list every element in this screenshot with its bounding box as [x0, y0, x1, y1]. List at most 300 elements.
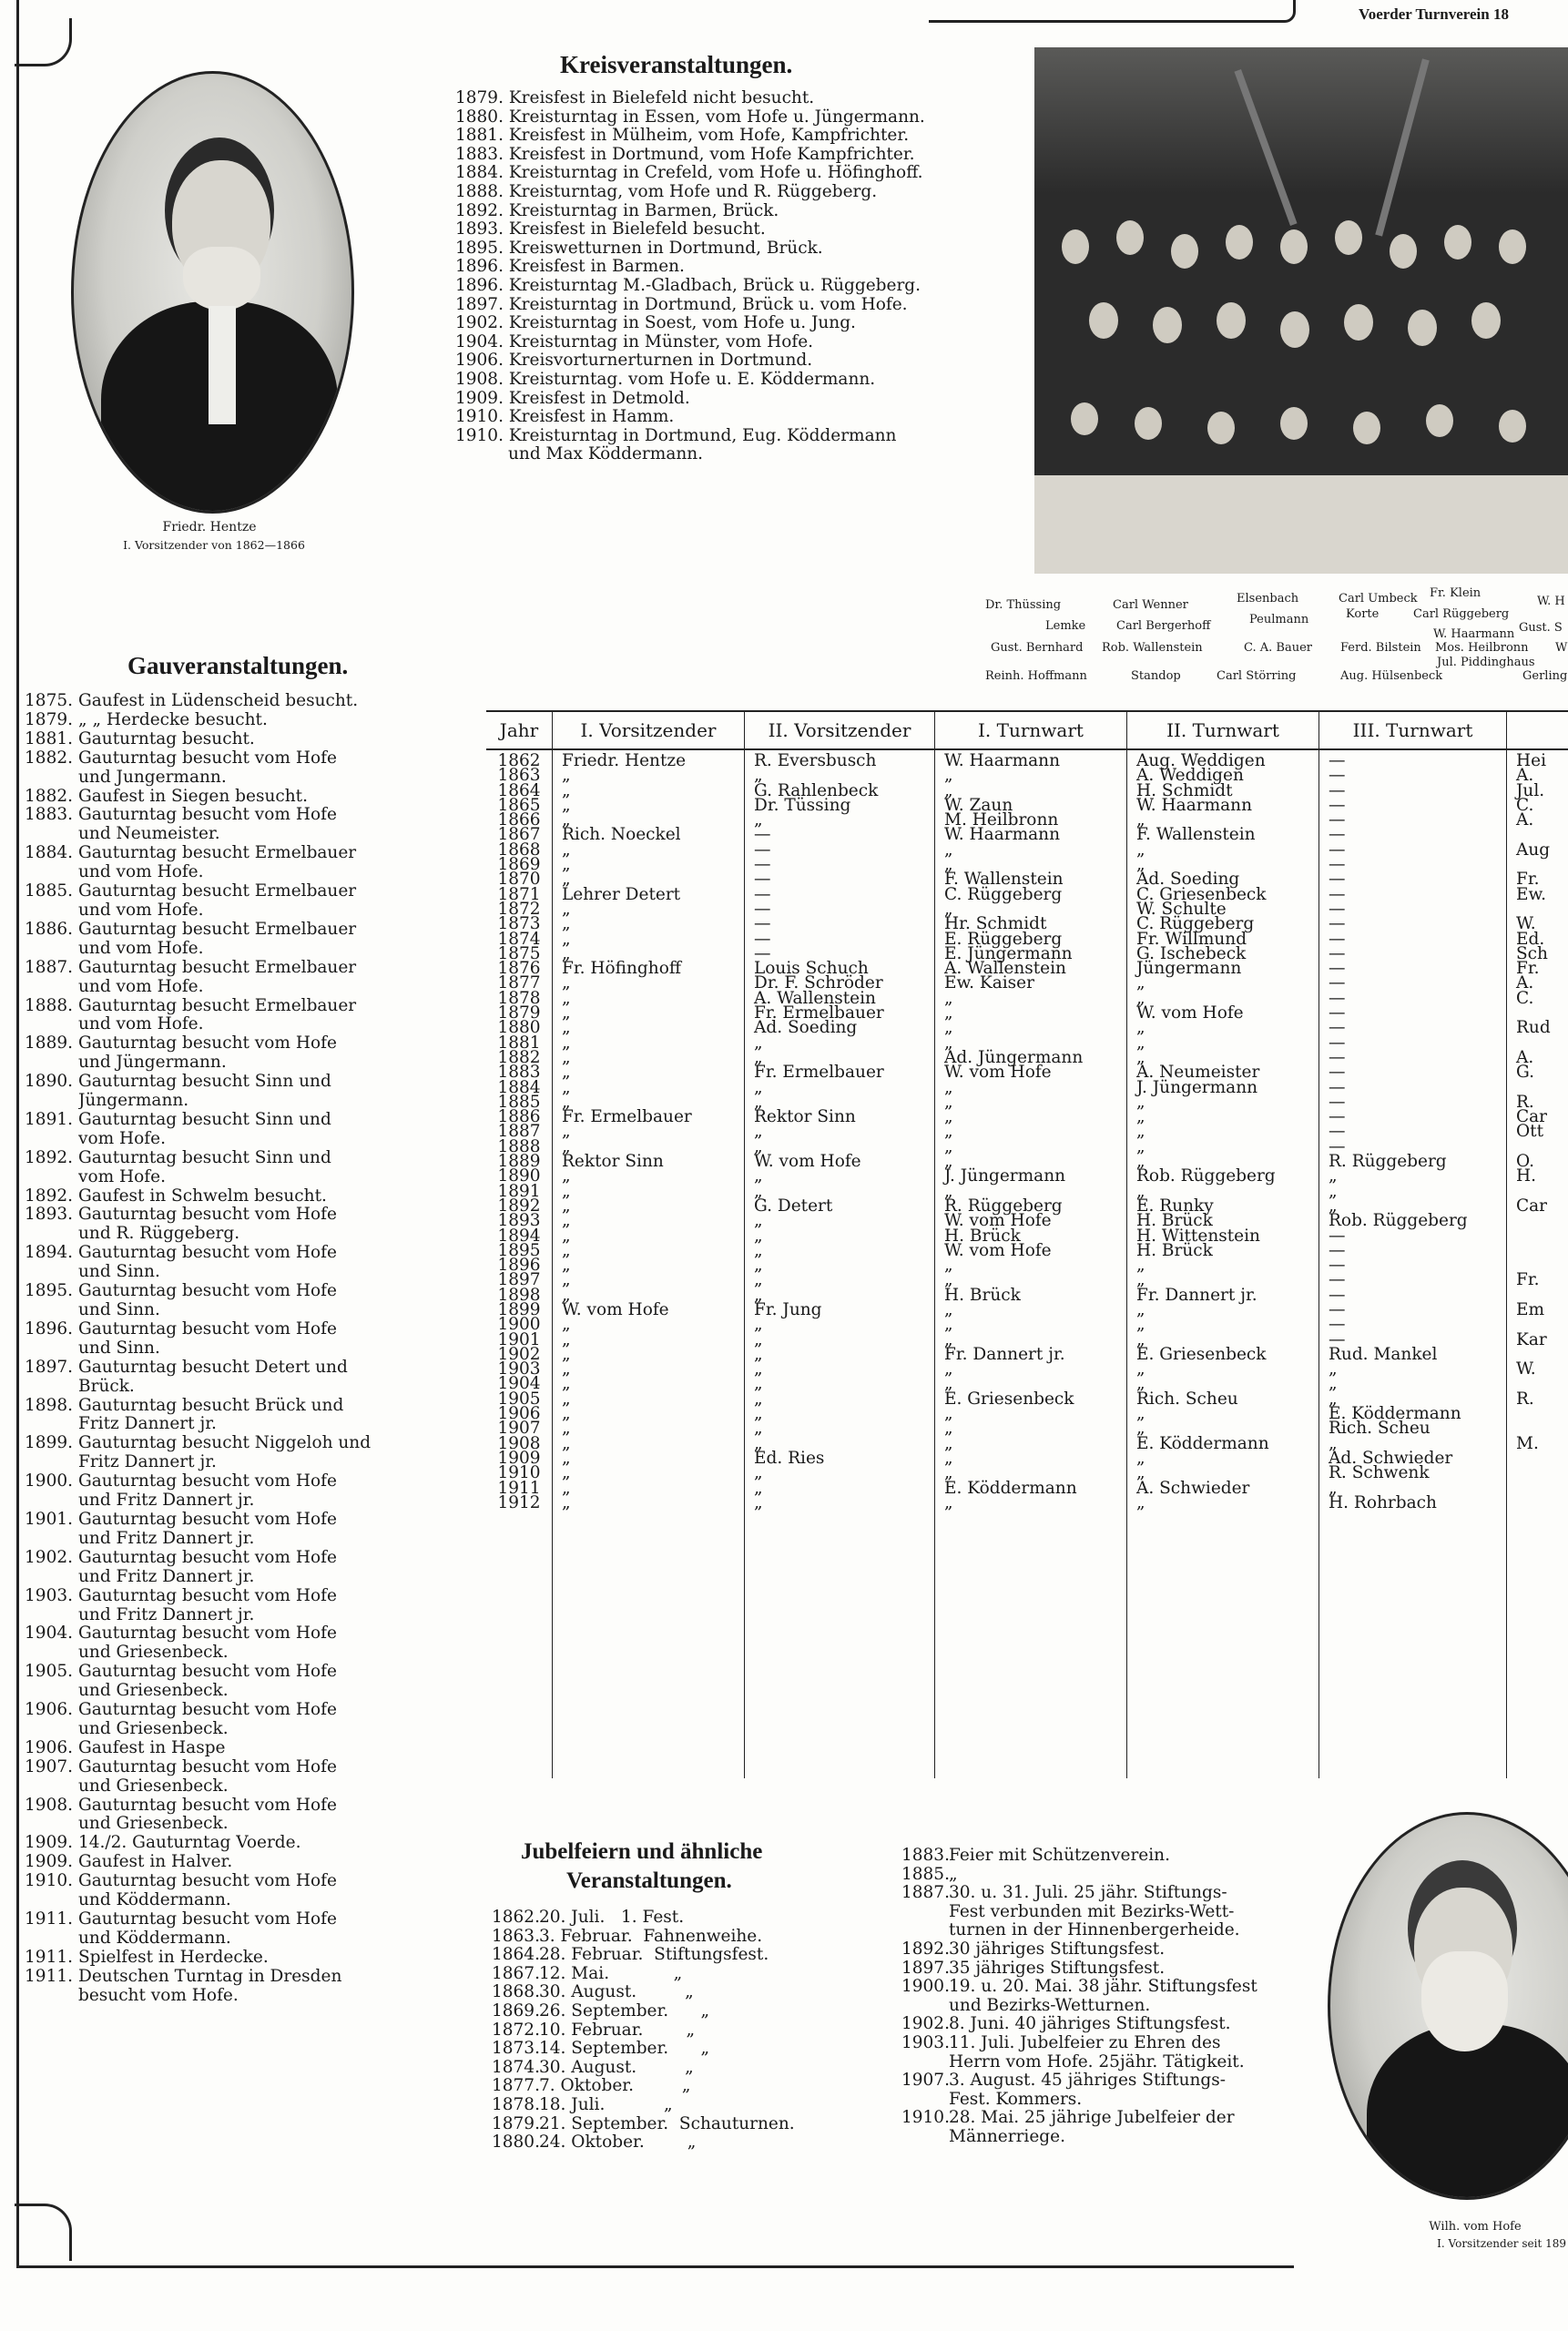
- entry-text: Gauturntag besucht Ermelbauer: [78, 882, 357, 901]
- entry-year: 1899.: [25, 1433, 73, 1453]
- entry-text: Brück.: [78, 1377, 135, 1396]
- portrait-hentze-name: Friedr. Hentze: [162, 520, 257, 534]
- list-item: [16, 1073, 431, 1092]
- list-item: [16, 1968, 431, 1987]
- entry-text: Männerriege.: [949, 2126, 1065, 2146]
- list-item: [901, 2053, 1284, 2072]
- entry-year: [16, 825, 78, 844]
- photo-name: Peulmann: [1249, 613, 1309, 626]
- photo-name: Carl Bergerhoff: [1116, 619, 1211, 633]
- list-item: 1896. Kreisfest in Barmen.: [455, 257, 685, 277]
- photo-name: Gust. Bernhard: [991, 641, 1084, 655]
- entry-text: besucht vom Hofe.: [78, 1986, 239, 2005]
- photo-name: Fr. Klein: [1430, 586, 1481, 600]
- entry-text: Gaufest in Siegen besucht.: [78, 787, 308, 806]
- entry-text: Gauturntag besucht Niggeloh und: [78, 1434, 372, 1453]
- list-item: [16, 749, 431, 769]
- list-item: [16, 901, 431, 921]
- entry-text: Gauturntag besucht vom Hofe: [78, 1206, 337, 1225]
- entry-year: 1905.: [25, 1662, 73, 1682]
- jubel-title-line2: Veranstaltungen.: [566, 1868, 732, 1893]
- entry-year: [901, 2091, 949, 2110]
- portrait-hentze: [71, 71, 354, 514]
- gau-title: Gauveranstaltungen.: [127, 652, 349, 679]
- entry-year: [901, 1903, 949, 1922]
- entry-year: 1902.: [901, 2014, 950, 2034]
- list-item: [492, 1983, 856, 2002]
- jubel-left-list: [492, 1909, 856, 2153]
- entry-text: 21. September. Schauturnen.: [539, 2113, 795, 2133]
- list-item: [16, 1187, 431, 1206]
- entry-text: 19. u. 20. Mai. 38 jähr. Stiftungsfest: [949, 1977, 1257, 1997]
- list-item: [16, 959, 431, 978]
- list-item: [901, 1940, 1284, 1959]
- entry-text: und Griesenbeck.: [78, 1682, 229, 1701]
- entry-text: 20. Juli. 1. Fest.: [539, 1908, 685, 1927]
- entry-text: Gauturntag besucht Ermelbauer: [78, 920, 357, 939]
- entry-year: 1881.: [25, 728, 73, 748]
- entry-year: 1904.: [25, 1624, 73, 1644]
- photo-name: Carl Umbeck: [1339, 592, 1418, 606]
- turnwart-1-cell: W. Haarmann „ „ W. Zaun M. Heilbronn W. Haarmann „ „ F. Wallenstein C. Rüggeberg „ Hr. Schmidt E. Rüggeberg E. Jüngermann A. Wallenstein Ew. Kaiser „ „ „ „ Ad. Jüngermann W. vom Hofe „ „ „ „ „ „ J. Jüngermann „ R. Rüggeberg W. vom Hofe H. Brück W. vom Hofe „ „ H. Brück „ „ „ Fr. Dannert jr. „ „ E. Griesenbeck „ „ „ „ „ E. Köddermann „: [935, 749, 1127, 1778]
- entry-year: 1911.: [25, 1909, 73, 1929]
- entry-text: und vom Hofe.: [78, 1015, 204, 1034]
- photo-name: Carl Rüggeberg: [1413, 607, 1510, 621]
- list-item: [16, 1663, 431, 1682]
- entry-year: [16, 1339, 78, 1359]
- photo-name: Rob. Wallenstein: [1102, 641, 1203, 655]
- list-item: [16, 863, 431, 882]
- entry-year: [16, 1644, 78, 1663]
- list-item: [16, 1701, 431, 1720]
- entry-year: [16, 1530, 78, 1549]
- entry-text: Gauturntag besucht vom Hofe: [78, 1910, 337, 1929]
- list-item: [492, 2077, 856, 2096]
- entry-year: 1892.: [901, 1939, 950, 1959]
- entry-year: [16, 769, 78, 788]
- entry-text: und Sinn.: [78, 1339, 160, 1358]
- list-item: [901, 1847, 1284, 1866]
- entry-year: 1898.: [25, 1395, 73, 1415]
- entry-year: 1889.: [25, 1033, 73, 1054]
- portrait-vom-hofe-name: Wilh. vom Hofe: [1429, 2220, 1522, 2234]
- photo-name: W. H: [1537, 595, 1565, 608]
- list-item: [16, 1758, 431, 1777]
- entry-text: 3. August. 45 jähriges Stiftungs-: [949, 2071, 1227, 2091]
- list-item: [16, 1739, 431, 1758]
- entry-year: [16, 1225, 78, 1244]
- list-item: [16, 825, 431, 844]
- list-item: [16, 1111, 431, 1130]
- entry-year: [16, 1777, 78, 1797]
- entry-year: [16, 1929, 78, 1949]
- entry-text: 28. Mai. 25 jährige Jubelfeier der: [949, 2108, 1235, 2128]
- entry-year: 1868.: [492, 1982, 540, 2002]
- entry-year: [16, 1054, 78, 1073]
- entry-text: Fest verbunden mit Bezirks-Wett-: [949, 1901, 1235, 1921]
- list-item: [16, 1301, 431, 1320]
- entry-year: 1902.: [25, 1547, 73, 1567]
- entry-text: und Sinn.: [78, 1301, 160, 1319]
- entry-text: Gauturntag besucht Brück und: [78, 1396, 344, 1415]
- photo-name: Jul. Piddinghaus: [1437, 656, 1535, 669]
- extra-cell: Hei A. Jul. C. A. Aug Fr. Ew. W. Ed. Sch Fr. A. C. Rud A. G. R. Car Ott O. H. Car Fr. Em Kar W. R. M.: [1516, 751, 1551, 1453]
- list-item: [16, 1549, 431, 1568]
- list-item: [16, 1359, 431, 1378]
- list-item: [16, 1815, 431, 1834]
- entry-text: Gaufest in Halver.: [78, 1853, 233, 1872]
- entry-year: 1883.: [901, 1846, 950, 1865]
- entry-text: vom Hofe.: [78, 1167, 166, 1186]
- entry-year: [16, 1682, 78, 1701]
- entry-text: Gaufest in Lüdenscheid besucht.: [78, 692, 359, 710]
- list-item: [16, 1415, 431, 1434]
- entry-text: und R. Rüggeberg.: [78, 1225, 240, 1244]
- entry-year: 1888.: [25, 995, 73, 1015]
- entry-text: und vom Hofe.: [78, 863, 204, 882]
- list-item: [16, 711, 431, 730]
- list-item: [492, 2096, 856, 2115]
- entry-text: Spielfest in Herdecke.: [78, 1948, 269, 1967]
- list-item: [16, 1777, 431, 1797]
- vorsitzender-1-cell: Friedr. Hentze „ „ „ „ Rich. Noeckel „ „ „ Lehrer Detert „ „ „ „ Fr. Höfinghoff „ „ „ „ „ „ „ „ „ Fr. Ermelbauer „ „ Rektor Sinn „ „ „ „ „ „ „ „ „ W. vom Hofe „ „ „ „ „ „ „ „ „ „ „ „ „: [553, 749, 745, 1778]
- entry-text: turnen in der Hinnenbergerheide.: [949, 1920, 1240, 1940]
- entry-text: Gauturntag besucht vom Hofe: [78, 1282, 337, 1301]
- entry-year: 1885.: [25, 881, 73, 901]
- list-item: 1879. Kreisfest in Bielefeld nicht besucht.: [455, 88, 815, 107]
- entry-text: Gauturntag besucht vom Hofe: [78, 1244, 337, 1263]
- list-item: [16, 1225, 431, 1244]
- list-item: 1884. Kreisturntag in Crefeld, vom Hofe u. Höfinghoff.: [455, 163, 923, 183]
- list-item: [901, 2091, 1284, 2110]
- list-item: [492, 2002, 856, 2021]
- entry-year: 1863.: [492, 1926, 540, 1946]
- list-item: [901, 1866, 1284, 1885]
- list-item: 1896. Kreisturntag M.-Gladbach, Brück u. Rüggeberg.: [455, 275, 921, 295]
- list-item: [16, 1244, 431, 1263]
- entry-text: Gauturntag besucht vom Hofe: [78, 1757, 337, 1776]
- entry-text: Fest. Kommers.: [949, 2089, 1083, 2109]
- entry-text: Gaufest in Schwelm besucht.: [78, 1186, 327, 1206]
- entry-year: 1900.: [901, 1977, 950, 1997]
- entry-year: [16, 863, 78, 882]
- photo-name: Gerling: [1522, 669, 1568, 683]
- photo-name: Ferd. Bilstein: [1340, 641, 1421, 655]
- entry-text: und Köddermann.: [78, 1891, 231, 1910]
- entry-text: 18. Juli. „: [539, 2094, 673, 2114]
- entry-year: 1896.: [25, 1318, 73, 1339]
- list-item: [16, 997, 431, 1016]
- entry-year: 1885.: [901, 1864, 950, 1884]
- col-header-vorsitzender-2: II. Vorsitzender: [745, 711, 935, 749]
- list-item: [16, 1034, 431, 1054]
- photo-name: Lemke: [1045, 619, 1086, 633]
- list-item: [16, 1606, 431, 1625]
- photo-name: Carl Störring: [1217, 669, 1297, 683]
- entry-year: 1901.: [25, 1509, 73, 1529]
- list-item: [16, 1168, 431, 1187]
- entry-year: 1875.: [25, 691, 73, 710]
- entry-year: 1887.: [25, 957, 73, 977]
- photo-name: Gust. S: [1519, 621, 1563, 635]
- entry-year: [16, 940, 78, 959]
- entry-text: 30. u. 31. Juli. 25 jähr. Stiftungs-: [949, 1883, 1227, 1903]
- entry-text: Gauturntag besucht vom Hofe: [78, 1548, 337, 1567]
- entry-year: 1908.: [25, 1795, 73, 1815]
- entry-text: 30. August. „: [539, 2057, 694, 2077]
- list-item: [16, 1263, 431, 1282]
- entry-year: [16, 1606, 78, 1625]
- entry-year: 1906.: [25, 1700, 73, 1720]
- jahr-cell: 1862 1863 1864 1865 1866 1867 1868 1869 1870 1871 1872 1873 1874 1875 1876 1877 1878 1879 1880 1881 1882 1883 1884 1885 1886 1887 1888 1889 1890 1891 1892 1893 1894 1895 1896 1897 1898 1899 1900 1901 1902 1903 1904 1905 1906 1907 1908 1909 1910 1911 1912: [486, 749, 553, 1778]
- entry-text: 24. Oktober. „: [539, 2133, 697, 2153]
- list-item: [16, 921, 431, 940]
- list-item: 1910. Kreisturntag in Dortmund, Eug. Köddermann: [455, 425, 897, 445]
- entry-text: 35 jähriges Stiftungsfest.: [949, 1958, 1166, 1978]
- entry-text: Gauturntag besucht vom Hofe: [78, 1472, 337, 1491]
- entry-text: und Sinn.: [78, 1263, 160, 1282]
- entry-text: „: [949, 1864, 958, 1884]
- entry-text: und vom Hofe.: [78, 977, 204, 996]
- entry-year: 1907.: [901, 2071, 950, 2091]
- entry-year: [16, 1378, 78, 1397]
- entry-text: Gauturntag besucht vom Hofe: [78, 748, 337, 768]
- col-header-turnwart-1: I. Turnwart: [935, 711, 1127, 749]
- list-item: [901, 2128, 1284, 2147]
- entry-text: und Fritz Dannert jr.: [78, 1605, 255, 1624]
- list-item: [16, 1568, 431, 1587]
- list-item: 1908. Kreisturntag. vom Hofe u. E. Köddermann.: [455, 369, 876, 389]
- entry-year: 1891.: [25, 1109, 73, 1129]
- entry-text: Gauturntag besucht vom Hofe: [78, 1701, 337, 1720]
- entry-text: Feier mit Schützenverein.: [949, 1846, 1170, 1865]
- entry-text: und Neumeister.: [78, 825, 220, 844]
- list-item: [16, 1339, 431, 1359]
- entry-year: [901, 1921, 949, 1940]
- photo-name: Korte: [1346, 607, 1380, 621]
- entry-text: und Jungermann.: [78, 768, 227, 787]
- entry-year: [901, 2128, 949, 2147]
- entry-year: [16, 1491, 78, 1511]
- entry-year: 1880.: [492, 2133, 540, 2153]
- entry-text: und Jüngermann.: [78, 1054, 227, 1073]
- list-item: [901, 1997, 1284, 2016]
- photo-name: Reinh. Hoffmann: [985, 669, 1087, 683]
- photo-name: Standop: [1131, 669, 1181, 683]
- portrait-vom-hofe: [1328, 1812, 1568, 2200]
- entry-year: 1895.: [25, 1281, 73, 1301]
- entry-year: 1909.: [25, 1852, 73, 1872]
- list-item: [16, 1644, 431, 1663]
- entry-text: 7. Oktober. „: [539, 2076, 691, 2096]
- list-item: [16, 1587, 431, 1606]
- entry-year: [16, 1092, 78, 1111]
- entry-text: Fritz Dannert jr.: [78, 1453, 217, 1472]
- entry-text: Herrn vom Hofe. 25jähr. Tätigkeit.: [949, 2051, 1245, 2071]
- entry-year: [901, 2053, 949, 2072]
- entry-text: und Griesenbeck.: [78, 1776, 229, 1796]
- entry-year: 1878.: [492, 2094, 540, 2114]
- list-item: [901, 2109, 1284, 2128]
- entry-year: 1897.: [25, 1357, 73, 1377]
- entry-year: 1879.: [492, 2113, 540, 2133]
- list-item: [492, 2059, 856, 2078]
- entry-year: 1911.: [25, 1947, 73, 1967]
- entry-text: Gauturntag besucht Ermelbauer: [78, 996, 357, 1015]
- entry-text: Fritz Dannert jr.: [78, 1415, 217, 1434]
- entry-text: Gauturntag besucht Sinn und: [78, 1073, 331, 1092]
- entry-year: [16, 1130, 78, 1149]
- entry-text: Gauturntag besucht vom Hofe: [78, 1510, 337, 1529]
- list-item: [16, 1511, 431, 1530]
- frame-top-line: [929, 0, 1296, 23]
- jubel-title-line1: Jubelfeiern und ähnliche: [521, 1839, 763, 1864]
- entry-text: 3. Februar. Fahnenweihe.: [539, 1926, 763, 1946]
- entry-year: [16, 1815, 78, 1834]
- list-item: [492, 2040, 856, 2059]
- list-item: [901, 2015, 1284, 2034]
- entry-year: 1864.: [492, 1945, 540, 1965]
- entry-year: [16, 1987, 78, 2006]
- entry-year: [16, 1720, 78, 1739]
- entry-text: Gauturntag besucht vom Hofe: [78, 1586, 337, 1605]
- entry-year: 1890.: [25, 1072, 73, 1092]
- entry-text: 30 jähriges Stiftungsfest.: [949, 1939, 1166, 1959]
- entry-year: [901, 1997, 949, 2016]
- entry-text: und Fritz Dannert jr.: [78, 1491, 255, 1511]
- list-item: [901, 1959, 1284, 1979]
- list-item: 1909. Kreisfest in Detmold.: [455, 388, 690, 408]
- photo-name: Elsenbach: [1237, 592, 1299, 606]
- entry-year: 1894.: [25, 1243, 73, 1263]
- list-item: [16, 1472, 431, 1491]
- entry-text: 14./2. Gauturntag Voerde.: [78, 1834, 301, 1853]
- list-item: 1883. Kreisfest in Dortmund, vom Hofe Kampfrichter.: [455, 144, 915, 164]
- list-item: [492, 2021, 856, 2041]
- entry-year: 1903.: [901, 2032, 950, 2052]
- entry-text: Gauturntag besucht vom Hofe: [78, 1034, 337, 1054]
- portrait-vom-hofe-caption: I. Vorsitzender seit 189: [1437, 2237, 1566, 2250]
- entry-year: 1884.: [25, 843, 73, 863]
- list-item: 1895. Kreiswetturnen in Dortmund, Brück.: [455, 238, 823, 258]
- photo-name: Dr. Thüssing: [985, 598, 1062, 612]
- list-item: [901, 2034, 1284, 2053]
- portrait-hentze-caption: I. Vorsitzender von 1862—1866: [123, 538, 305, 552]
- entry-text: 10. Februar. „: [539, 2020, 696, 2040]
- entry-year: 1873.: [492, 2039, 540, 2059]
- entry-year: [16, 1301, 78, 1320]
- entry-year: [16, 978, 78, 997]
- table-row: [486, 749, 1568, 1778]
- entry-text: und Griesenbeck.: [78, 1815, 229, 1834]
- entry-text: Gauturntag besucht Ermelbauer: [78, 958, 357, 977]
- list-item: [16, 1929, 431, 1949]
- list-item: [16, 1987, 431, 2006]
- list-item: [16, 978, 431, 997]
- list-item: [16, 1320, 431, 1339]
- list-item: [16, 1015, 431, 1034]
- list-item: und Max Köddermann.: [508, 444, 704, 464]
- entry-year: 1867.: [492, 1963, 540, 1983]
- entry-text: Gauturntag besucht.: [78, 729, 255, 748]
- list-item: [492, 1928, 856, 1947]
- entry-year: [16, 1263, 78, 1282]
- entry-year: [16, 1015, 78, 1034]
- list-item: [16, 806, 431, 825]
- entry-text: und vom Hofe.: [78, 939, 204, 958]
- list-item: [16, 1530, 431, 1549]
- entry-text: 12. Mai. „: [539, 1963, 683, 1983]
- entry-text: Gauturntag besucht vom Hofe: [78, 806, 337, 825]
- entry-text: Gauturntag besucht Sinn und: [78, 1110, 331, 1129]
- list-item: [16, 1853, 431, 1872]
- list-item: [16, 1206, 431, 1225]
- list-item: [16, 1624, 431, 1644]
- entry-year: 1882.: [25, 786, 73, 806]
- list-item: [901, 1978, 1284, 1997]
- list-item: [901, 1903, 1284, 1922]
- list-item: [16, 844, 431, 863]
- entry-year: 1872.: [492, 2020, 540, 2040]
- entry-year: 1874.: [492, 2057, 540, 2077]
- list-item: [16, 730, 431, 749]
- list-item: [16, 940, 431, 959]
- header-right-title: Voerder Turnverein 18: [1359, 5, 1509, 23]
- entry-year: 1892.: [25, 1147, 73, 1167]
- entry-year: 1879.: [25, 709, 73, 729]
- entry-year: 1910.: [25, 1871, 73, 1891]
- entry-year: 1886.: [25, 919, 73, 939]
- turnwart-2-cell: Aug. Weddigen A. Weddigen H. Schmidt W. Haarmann „ F. Wallenstein „ „ Ad. Soeding C. Griesenbeck W. Schulte C. Rüggeberg Fr. Willmund G. Ischebeck Jüngermann „ „ W. vom Hofe „ „ „ A. Neumeister J. Jüngermann „ „ „ „ „ Rob. Rüggeberg „ E. Runky H. Brück H. Wittenstein H. Brück „ „ Fr. Dannert jr. „ „ „ E. Griesenbeck „ „ Rich. Scheu „ „ E. Köddermann „ „ A. Schwieder „: [1127, 749, 1319, 1778]
- col-header-extra: [1507, 711, 1568, 749]
- entry-text: Gauturntag besucht vom Hofe: [78, 1796, 337, 1815]
- entry-text: Gauturntag besucht vom Hofe: [78, 1663, 337, 1682]
- photo-name: Aug. Hülsenbeck: [1340, 669, 1443, 683]
- col-header-jahr: Jahr: [486, 711, 553, 749]
- list-item: [16, 788, 431, 807]
- list-item: [16, 1682, 431, 1701]
- entry-year: [16, 1453, 78, 1472]
- turnwart-3-cell: — — — — — — — — — — — — — — — — — — — — — — — — — — — R. Rüggeberg „ „ „ Rob. Rüggeberg — — — — — — — — Rud. Mankel „ „ „ E. Köddermann Rich. Scheu „ Ad. Schwieder R. Schwenk „ H. Rohrbach: [1319, 749, 1507, 1778]
- list-item: [16, 1949, 431, 1968]
- entry-year: [16, 901, 78, 921]
- entry-year: 1903.: [25, 1585, 73, 1605]
- list-item: [16, 1491, 431, 1511]
- list-item: [492, 1946, 856, 1965]
- gau-list: [16, 692, 431, 2006]
- entry-text: Gauturntag besucht Sinn und: [78, 1148, 331, 1167]
- list-item: [16, 1397, 431, 1416]
- kreis-list: [455, 89, 938, 464]
- entry-year: 1911.: [25, 1966, 73, 1986]
- list-item: [16, 1149, 431, 1168]
- entry-year: 1883.: [25, 805, 73, 825]
- entry-year: 1877.: [492, 2076, 540, 2096]
- entry-text: Deutschen Turntag in Dresden: [78, 1967, 342, 1986]
- list-item: 1880. Kreisturntag in Essen, vom Hofe u. Jüngermann.: [455, 107, 925, 127]
- list-item: 1893. Kreisfest in Bielefeld besucht.: [455, 219, 766, 239]
- entry-text: und Fritz Dannert jr.: [78, 1567, 255, 1586]
- entry-year: 1897.: [901, 1958, 950, 1978]
- list-item: 1904. Kreisturntag in Münster, vom Hofe.: [455, 331, 814, 351]
- list-item: [16, 1434, 431, 1453]
- entry-year: 1906.: [25, 1737, 73, 1757]
- entry-text: und Griesenbeck.: [78, 1644, 229, 1663]
- list-item: [901, 2071, 1284, 2091]
- list-item: 1881. Kreisfest in Mülheim, vom Hofe, Kampfrichter.: [455, 126, 910, 146]
- entry-year: 1910.: [901, 2108, 950, 2128]
- list-item: 1897. Kreisturntag in Dortmund, Brück u. vom Hofe.: [455, 294, 908, 314]
